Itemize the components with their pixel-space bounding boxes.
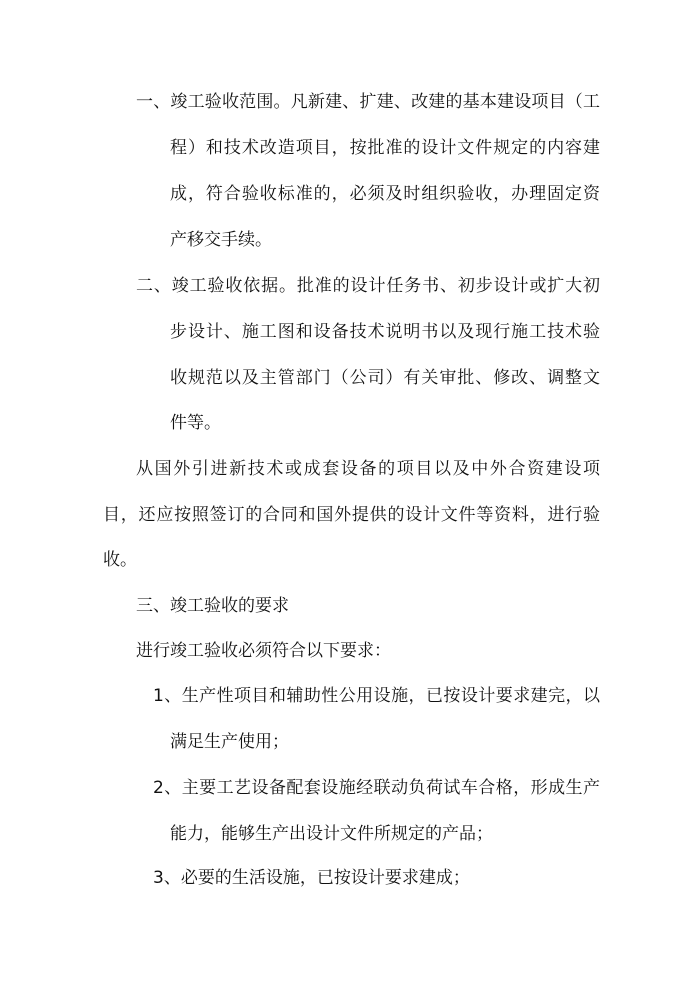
section-3-heading: 三、竣工验收的要求 bbox=[136, 596, 289, 616]
list-item-line: 1、生产性项目和辅助性公用设施，已按设计要求建完，以 bbox=[153, 686, 600, 706]
list-item-line: 2、主要工艺设备配套设施经联动负荷试车合格，形成生产 bbox=[153, 778, 600, 798]
text-line: 目，还应按照签订的合同和国外提供的设计文件等资料，进行验 bbox=[103, 505, 600, 525]
text-line: 步设计、施工图和设备技术说明书以及现行施工技术验 bbox=[170, 322, 600, 342]
text-line: 收。 bbox=[103, 550, 137, 570]
section-3-intro: 进行竣工验收必须符合以下要求： bbox=[136, 641, 391, 661]
text-line: 产移交手续。 bbox=[170, 230, 272, 250]
text-line: 收规范以及主管部门（公司）有关审批、修改、调整文 bbox=[170, 368, 600, 388]
text-line: 件等。 bbox=[170, 413, 221, 433]
text-line: 二、竣工验收依据。批准的设计任务书、初步设计或扩大初 bbox=[136, 276, 600, 296]
text-line: 一、竣工验收范围。凡新建、扩建、改建的基本建设项目（工 bbox=[136, 92, 600, 112]
list-item-line: 3、必要的生活设施，已按设计要求建成； bbox=[153, 868, 470, 888]
list-item-line: 能力，能够生产出设计文件所规定的产品； bbox=[170, 824, 493, 844]
list-item-line: 满足生产使用； bbox=[170, 732, 289, 752]
text-line: 程）和技术改造项目，按批准的设计文件规定的内容建 bbox=[170, 138, 600, 158]
text-line: 成，符合验收标准的，必须及时组织验收，办理固定资 bbox=[170, 184, 600, 204]
text-line: 从国外引进新技术或成套设备的项目以及中外合资建设项 bbox=[136, 459, 600, 479]
